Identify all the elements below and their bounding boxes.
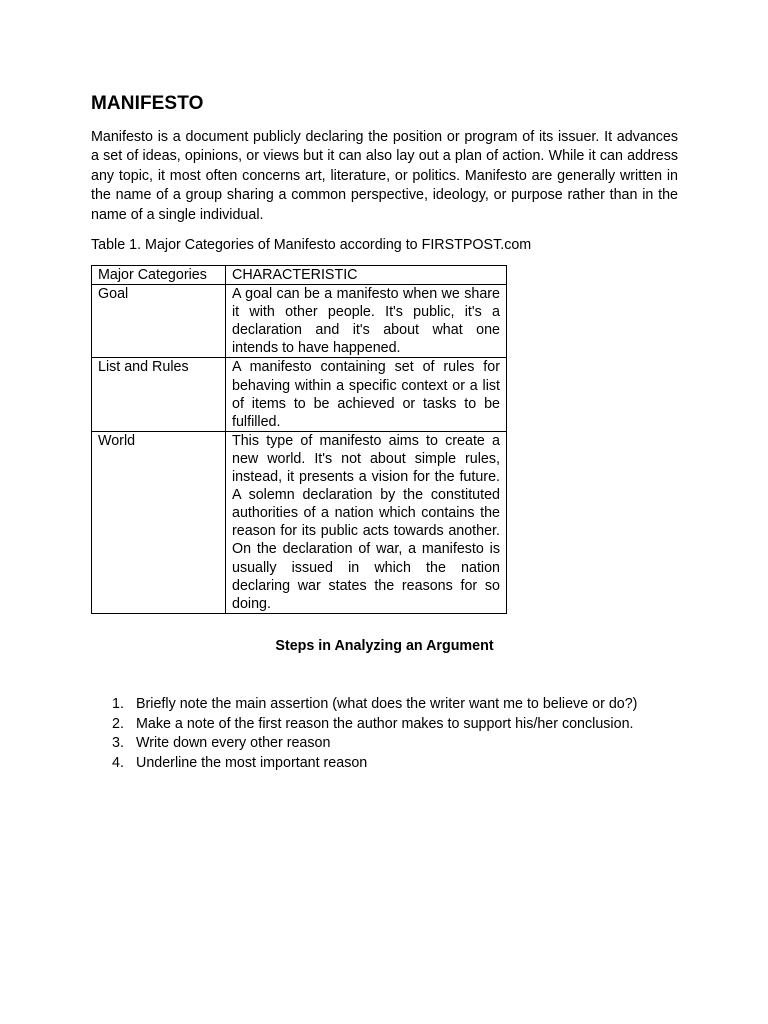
table-row — [92, 285, 507, 358]
category-cell: World — [92, 431, 226, 613]
category-cell: Goal — [92, 285, 226, 358]
list-item-number: 4. — [112, 754, 124, 771]
intro-paragraph: Manifesto is a document publicly declaring the position or program of its issuer. It advances a set of ideas, opinions, or views but it can also lay out a plan of action. While it can address any topic, it most often concerns art, literature, or politics. Manifesto are generally written in the name of a group sharing a common perspective, ideology, or purpose rather than in the name of a single individual. — [91, 129, 678, 223]
steps-heading: Steps in Analyzing an Argument — [275, 638, 494, 654]
list-item-number: 2. — [112, 715, 124, 732]
list-item-number: 1. — [112, 696, 124, 712]
list-item-number: 3. — [112, 735, 124, 751]
list-item — [91, 695, 637, 715]
table-row — [92, 358, 507, 431]
category-cell: List and Rules — [92, 358, 226, 431]
document-title: MANIFESTO — [91, 93, 204, 114]
list-item-text: Underline the most important reason — [136, 754, 368, 771]
steps-list — [91, 695, 637, 773]
list-item — [91, 734, 637, 754]
table-header-cell: CHARACTERISTIC — [226, 266, 507, 285]
table-header-row — [92, 266, 507, 285]
characteristic-cell: A manifesto containing set of rules for behaving within a specific context or a list of items to be achieved or tasks to be fulfilled. — [226, 358, 507, 431]
list-item-text: Briefly note the main assertion (what does the writer want me to believe or do?) — [136, 696, 638, 712]
list-item-text: Make a note of the first reason the author makes to support his/her conclusion. — [136, 715, 634, 732]
list-item — [91, 754, 637, 774]
table-row — [92, 431, 507, 613]
table-caption: Table 1. Major Categories of Manifesto according to FIRSTPOST.com — [91, 237, 532, 253]
table-header-cell: Major Categories — [92, 266, 226, 285]
list-item-text: Write down every other reason — [136, 735, 331, 751]
characteristic-cell: A goal can be a manifesto when we share it with other people. It's public, it's a declaration and it's about what one intends to have happened. — [226, 285, 507, 358]
characteristic-cell: This type of manifesto aims to create a new world. It's not about simple rules, instead, it presents a vision for the future. A solemn declaration by the constituted authorities of a nation which contains the reason for its public acts towards another. On the declaration of war, a manifesto is usually issued in which the nation declaring war states the reasons for so doing. — [226, 431, 507, 613]
categories-table — [91, 265, 507, 614]
list-item — [91, 715, 637, 735]
